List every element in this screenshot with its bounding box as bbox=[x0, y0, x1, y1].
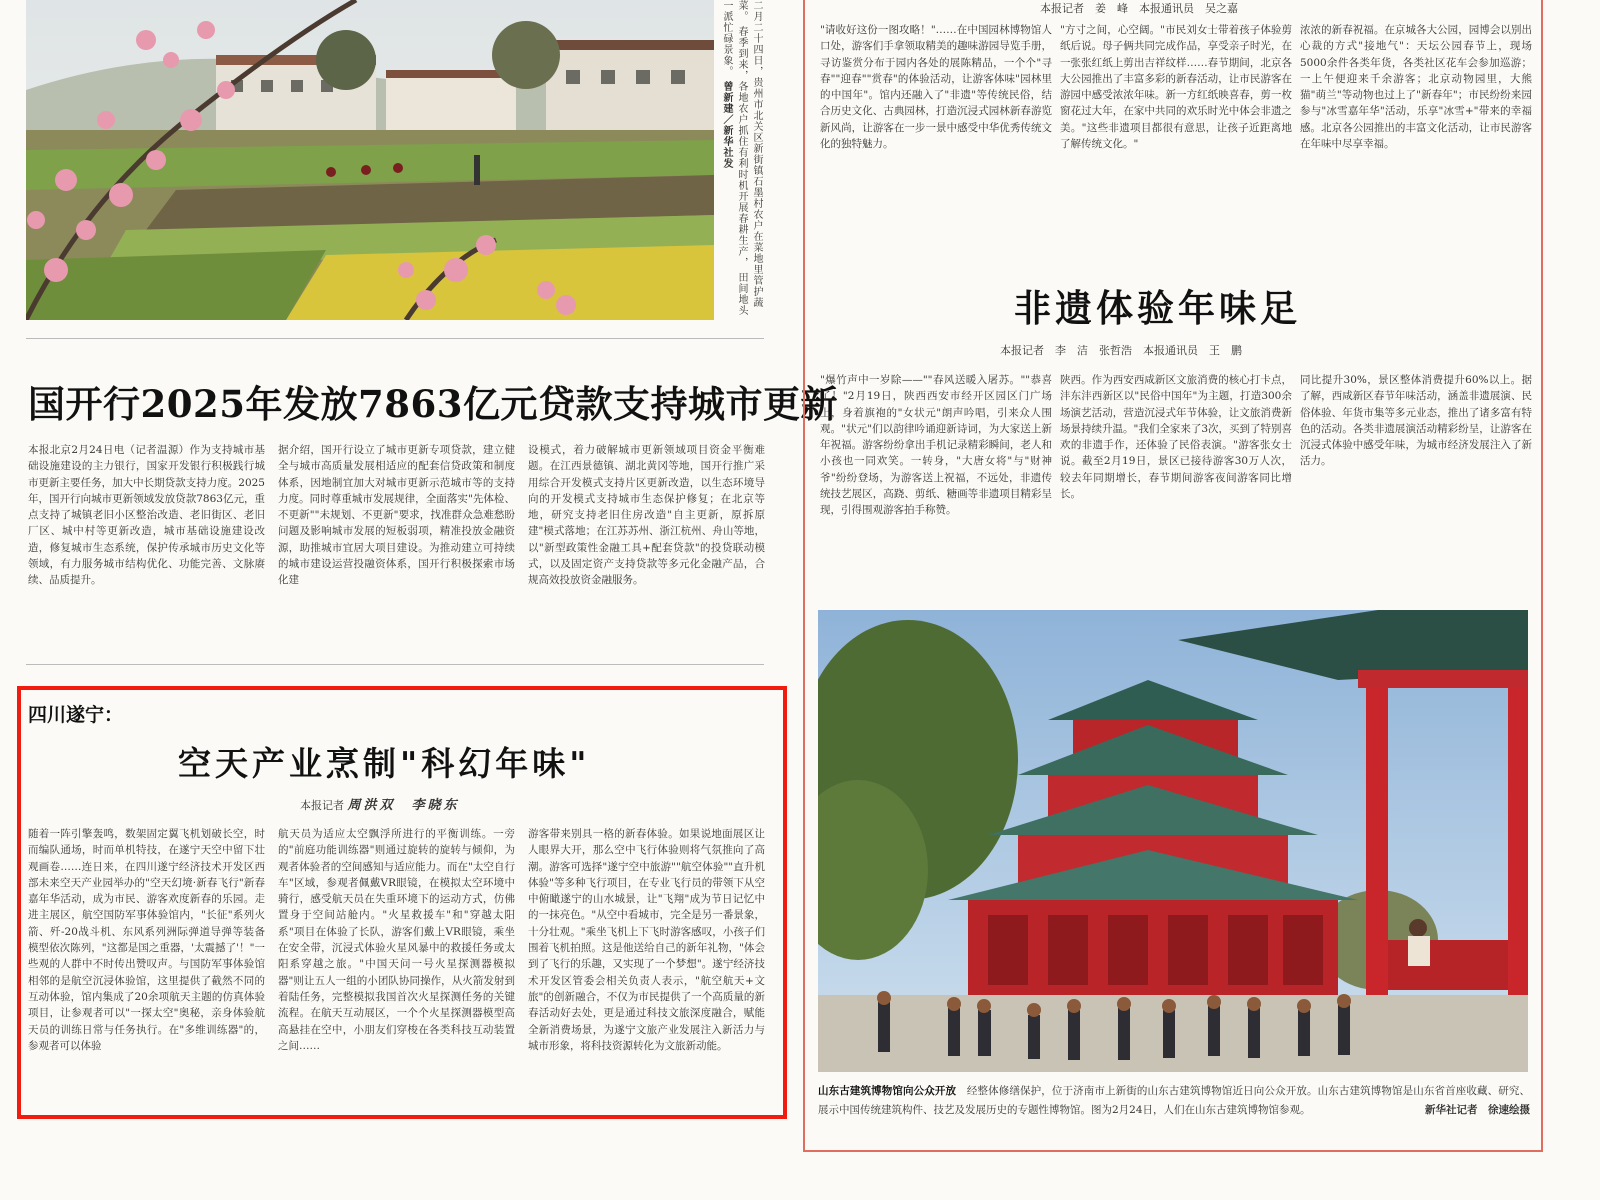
space-column-1: 随着一阵引擎轰鸣，数架固定翼飞机划破长空，时而编队通场，时而单机特技，在遂宁天空中留下壮观画卷……连日来，在四川遂宁经济技术开发区西部未来空天产业园举办的"空天幻境·新春飞行"新春嘉年华活动，成为市民、游客欢度新春的乐园。走进主展区，航空国防军事体验馆内，"长征"系列火箭、歼-20战斗机、东风系列洲际弹道导弹等装备模型依次陈列，"这都是国之重器，'太震撼了'！"一些观的人群中不时传出赞叹声。与国防军事体验馆相邻的是航空沉浸体验馆，这里提供了截然不同的互动体验，馆内集成了20余项航天主题的仿真体验项目，让参观者可以"一探太空"奥秘，亲身体验航天员的训练日常与任务执行。在"多维训练器"的，参观者可以体验 bbox=[28, 828, 265, 1052]
museum-caption-title: 山东古建筑博物馆向公众开放 bbox=[818, 1085, 957, 1097]
right-top-column-3: 浓浓的新春祝福。在京城各大公园，园博会以别出心裁的方式"接地气"：天坛公园春节上，现场5000余件各类年货，各类社区花车会参加巡游；一上午便迎来千余游客；北京动物园里，大熊猫"萌兰"等动物也过上了"新春年"；市民纷纷来园参与"冰雪嘉年华"活动，乐享"冰雪+"带来的幸福感。北京各公园推出的丰富文化活动，让市民游客在年味中尽享幸福。 bbox=[1300, 24, 1532, 151]
cdb-column-1: 本报北京2月24日电（记者温源）作为支持城市基础设施建设的主力银行，国家开发银行积极践行城市更新主要任务，加大中长期贷款支持力度。2025年，国开行向城市更新领域发放贷款7863亿元，重点支持了城镇老旧小区整治改造、老旧街区、老旧厂区、城中村等更新改造，城市基础设施建设改造，修复城市生态系统，保护传承城市历史文化等领域，有力服务城市结构优化、功能完善、文脉赓续、品质提升。 bbox=[28, 444, 265, 587]
museum-caption-text: 经整体修缮保护，位于济南市上新街的山东古建筑博物馆近日向公众开放。山东古建筑博物馆是山东省首座收藏、研究、展示中国传统建筑构件、技艺及发展历史的专题性博物馆。图为2月24日，人们在山东古建筑博物馆参观。 bbox=[818, 1085, 1531, 1116]
farm-photo-caption: 二月二十四日，贵州市北关区新街镇石墨村农户在菜地里管护蔬菜。 春季到来，各地农户抓住有利时机开展春耕生产， 田间地头一派忙碌景象。 曾新建／新华社发 bbox=[721, 0, 762, 317]
feiyi-column-1: "爆竹声中一岁除——""春风送暖入屠苏。""恭喜了！"2月19日，陕西西安市经开区园区门广场上，身着旗袍的"女状元"朗声吟唱，引来众人围观。"状元"们以韵律吟诵迎新诗词，为大家送上新年祝福。游客纷纷拿出手机记录精彩瞬间，老人和小孩也一同欢笑。一转身，"大唐女将"与"财神爷"纷纷登场，为游客送上祝福，不远处，非遗传统技艺展区，高跷、剪纸、糖画等非遗项目精彩呈现，引得围观游客拍手称赞。 bbox=[820, 374, 1052, 517]
cdb-headline: 国开行2025年发放7863亿元贷款支持城市更新 bbox=[28, 382, 838, 426]
space-headline: 空天产业烹制"科幻年味" bbox=[178, 744, 591, 783]
right-top-column-2: "方寸之间，心空阔。"市民刘女士带着孩子体验剪纸后说。母子俩共同完成作品，享受亲子时光，在一张张红纸上剪出吉祥纹样……春节期间，北京各大公园推出了丰富多彩的新春活动，让市民游客在游园中感受浓浓年味。新一方红纸映喜春，剪一枚窗花过大年，在家中共同的欢乐时光中体会非遗之美。"这些非遗项目都很有意思，让孩子近距离地了解传统文化。" bbox=[1060, 24, 1292, 151]
cdb-column-3: 设模式，着力破解城市更新领域项目资金平衡难题。在江西景德镇、湖北黄冈等地，国开行推广采用综合开发模式支持片区更新改造，以生态环境导向的开发模式支持城市生态保护修复；在北京等地，研究支持老旧住房改造"自主更新，原拆原建"模式落地；在江苏苏州、浙江杭州、舟山等地，以"新型政策性金融工具+配套贷款"的投贷联动模式，以及固定资产支持贷款等多元化金融产品，合规高效投放资金融服务。 bbox=[528, 444, 765, 587]
feiyi-column-3: 同比提升30%，景区整体消费提升60%以上。据了解，西咸新区春节年味活动，涵盖非遗展演、民俗体验、年货市集等多元业态，推出了诸多富有特色的活动。各类非遗展演活动精彩纷呈，让游客在沉浸式体验中感受年味，为城市经济发展注入了新活力。 bbox=[1300, 374, 1532, 468]
space-column-3: 游客带来别具一格的新春体验。如果说地面展区让人眼界大开，那么空中飞行体验则将气氛推向了高潮。游客可选择"遂宁空中旅游""航空体验""直升机体验"等多种飞行项目，在专业飞行员的带领下从空中俯瞰遂宁的山水城景，让"飞翔"成为节日记忆中的一抹亮色。"从空中看城市，完全是另一番景象，十分壮观。"乘坐飞机上下飞时游客感叹，小孩子们围着飞机拍照。这是他送给自己的新年礼物，"体会到了飞行的乐趣，又实现了一个梦想"。遂宁经济技术开发区管委会相关负责人表示，"航空航天+文旅"的创新融合，不仅为市民提供了一个高质量的新春活动好去处，更是通过科技文旅深度融合，赋能全新消费场景，为遂宁文旅产业发展注入新活力与城市形象，将科技资源转化为文旅新动能。 bbox=[528, 828, 765, 1052]
farm-photo bbox=[26, 0, 714, 320]
museum-photo bbox=[818, 610, 1528, 1072]
right-top-column-1: "请收好这份一图攻略！"……在中国园林博物馆人口处，游客们手拿领取精美的趣味游园导览手册，寻访鉴赏分布于园内各处的展陈精品，一个个"寻春""迎春""赏春"的体验活动，让游客体味"园林里的中国年"。馆内还融入了"非遗"等传统民俗，结合历史文化、古典园林，打造沉浸式园林新春游览新风尚，让游客在一步一景中感受中华优秀传统文化的独特魅力。 bbox=[820, 24, 1052, 151]
museum-photo-credit: 新华社记者 徐速绘摄 bbox=[1425, 1104, 1530, 1116]
byline-names: 周洪双 李晓东 bbox=[347, 798, 460, 813]
museum-photo-caption bbox=[818, 1082, 1530, 1120]
space-column-2: 航天员为适应太空飘浮所进行的平衡训练。一旁的"前庭功能训练器"则通过旋转的旋转与倾仰，为观者体验者的空间感知与适应能力。而在"太空自行车"区域，参观者佩戴VR眼镜，在模拟太空环境中骑行，感受航天员在失重环境下的运动方式，仿佛置身于空间站舱内。"火星救援车"和"穿越太阳系"项目在体验了长队，游客们戴上VR眼镜，乘坐在安全带，沉浸式体验火星风暴中的救援任务或太阳系穿越之旅。"中国天问一号火星探测器模拟器"则让五人一组的小团队协同操作，从火箭发射到着陆任务，完整模拟我国首次火星探测任务的关键流程。在航天互动展区，一个个火星探测器模型高高悬挂在空中，小朋友们穿梭在各类科技互动装置之间…… bbox=[278, 828, 515, 1052]
divider bbox=[26, 338, 764, 339]
space-kicker: 四川遂宁： bbox=[28, 704, 124, 726]
right-top-byline: 本报记者 姜 峰 本报通讯员 吴之嘉 bbox=[1040, 2, 1238, 15]
farm-photo-credit: 曾新建／新华社发 bbox=[721, 81, 732, 170]
cdb-column-2: 据介绍，国开行设立了城市更新专项贷款，建立健全与城市高质量发展相适应的配套信贷政策和制度体系，因地制宜加大对城市更新示范城市等的支持力度。同时尊重城市发展规律，全面落实"先体检、不更新""未规划、不更新"要求，找准群众急难愁盼问题及影响城市发展的短板弱项，精准投放金融资源，助推城市宜居大项目建设。为推动建立可持续的城市建设运营投融资体系，国开行积极探索市场化建 bbox=[278, 444, 515, 587]
feiyi-headline: 非遗体验年味足 bbox=[1014, 286, 1301, 330]
feiyi-byline: 本报记者 李 洁 张哲浩 本报通讯员 王 鹏 bbox=[1000, 344, 1242, 357]
divider bbox=[26, 664, 764, 665]
byline-label: 本报记者 bbox=[300, 799, 344, 812]
feiyi-column-2: 陕西。作为西安西咸新区文旅消费的核心打卡点，沣东沣西新区以"民俗中国年"为主题，打造300余场演艺活动，营造沉浸式年节体验，让文旅消费新场景持续升温。"我们全家来了3次，买到了特别喜欢的非遗手作，还体验了民俗表演。"游客张女士说。截至2月19日，景区已接待游客30万人次，较去年同期增长，春节期间游客夜间游客同比增长。 bbox=[1060, 374, 1292, 501]
highlight-box bbox=[17, 686, 787, 1119]
